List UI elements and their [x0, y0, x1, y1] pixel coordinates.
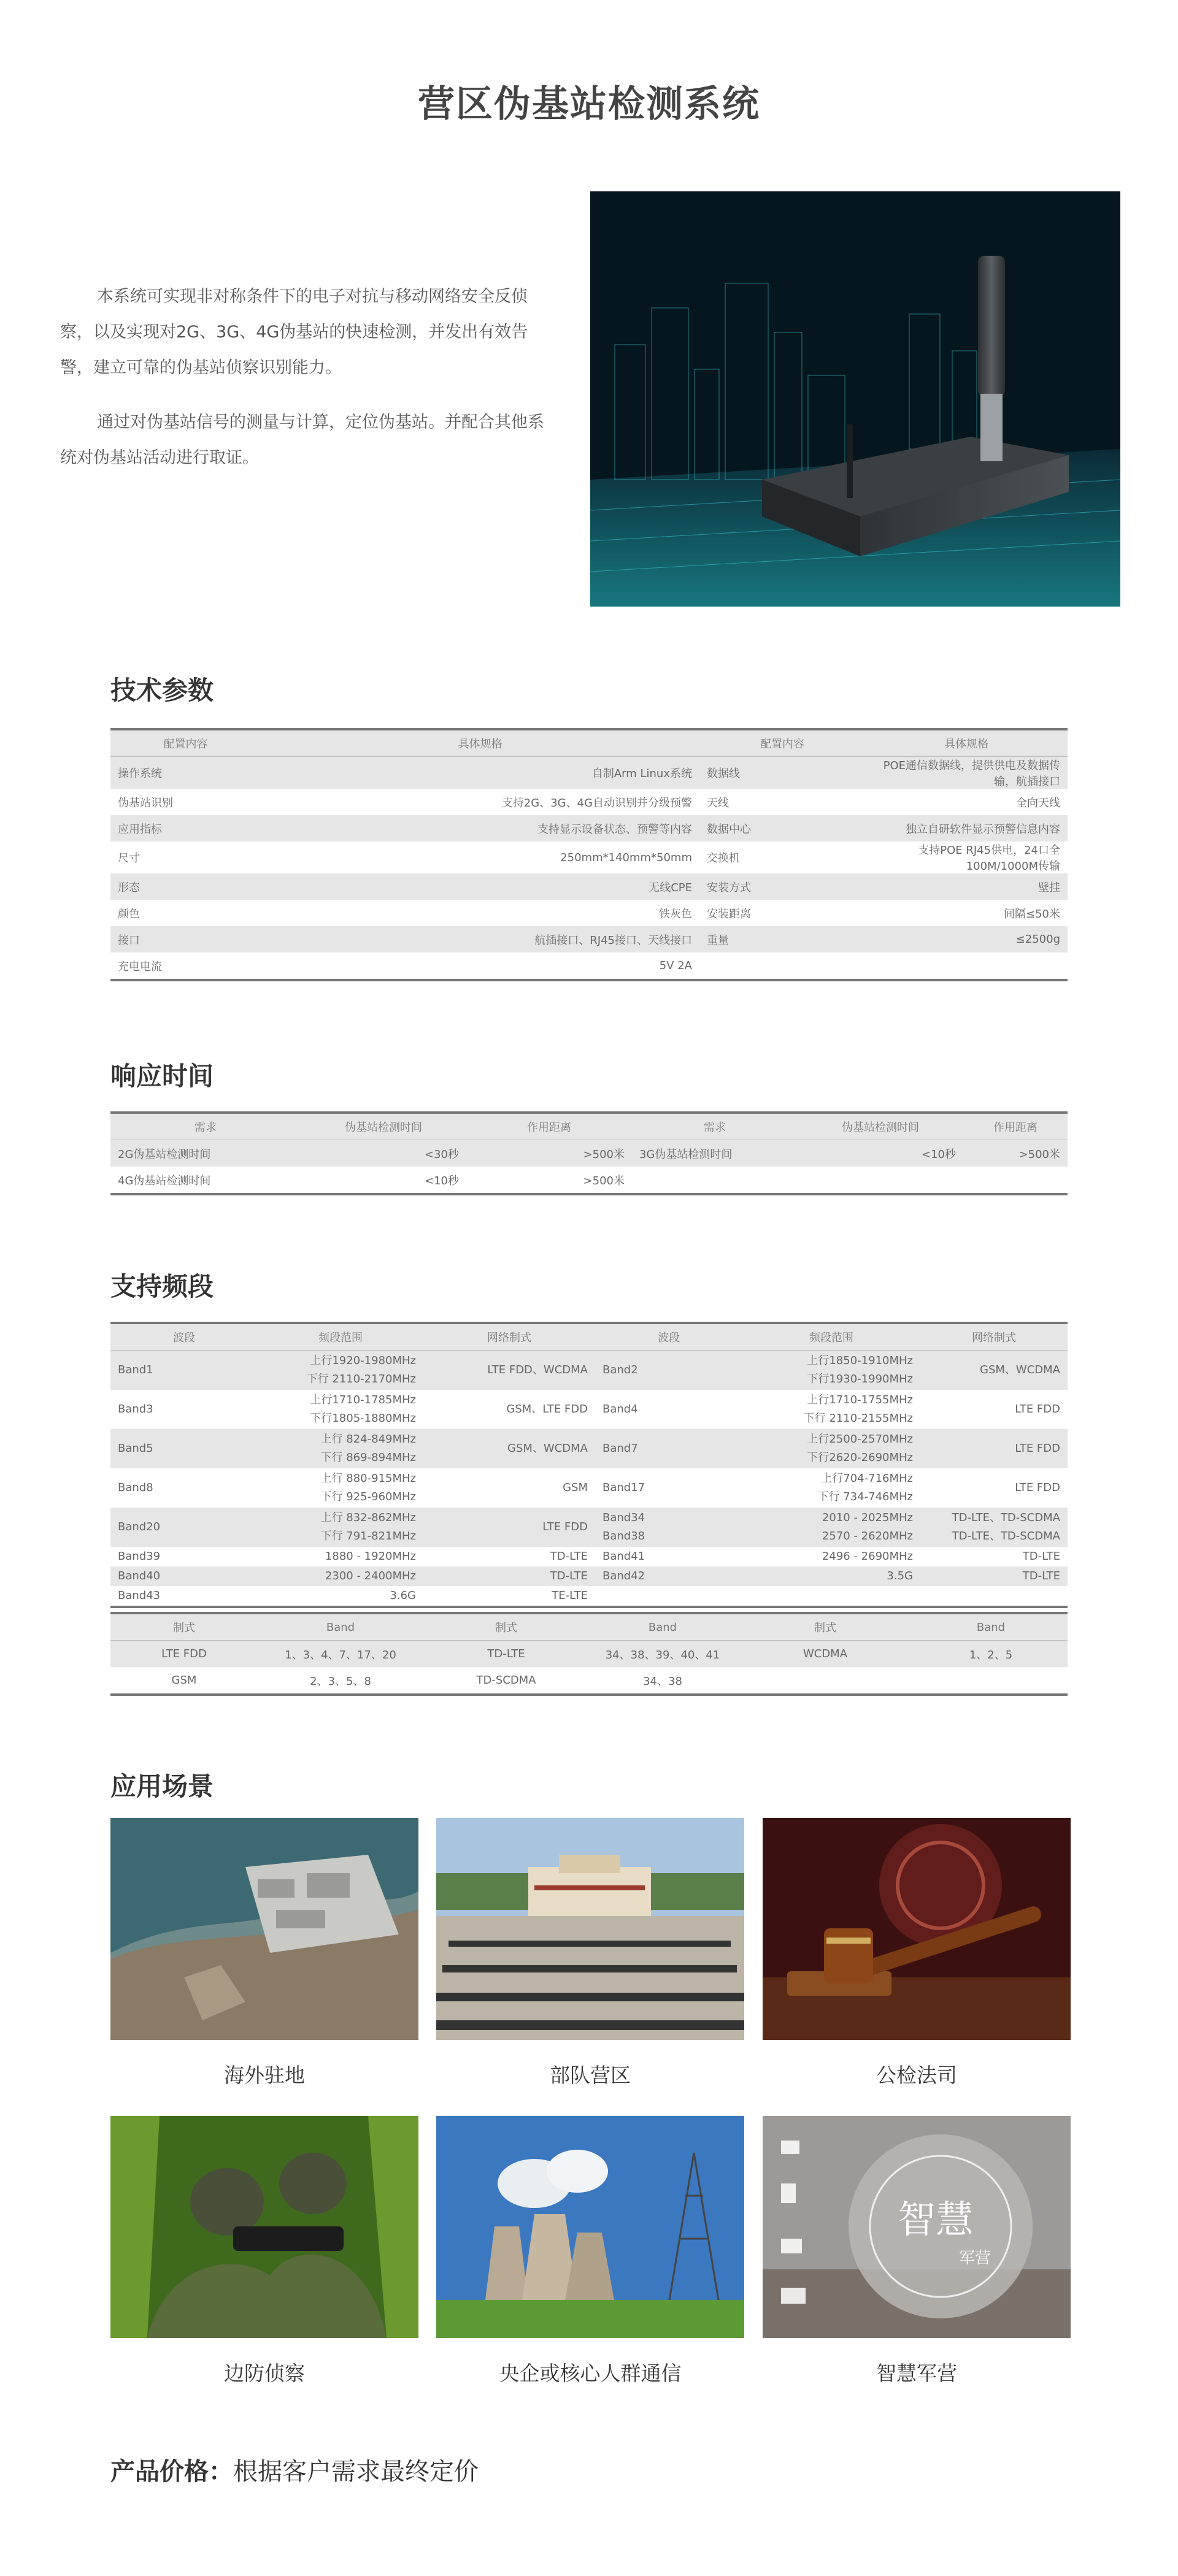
modes-table — [110, 1612, 1068, 1696]
cell: 250mm*140mm*50mm — [560, 851, 692, 864]
cell — [798, 1167, 963, 1194]
uplink: 上行1920-1980MHz — [310, 1354, 416, 1367]
cell: <10秒 — [798, 1140, 963, 1167]
cell: TE-LTE — [552, 1589, 588, 1602]
cell — [258, 1508, 423, 1547]
uplink: 上行 824-849MHz — [320, 1433, 416, 1446]
cell: LTE FDD — [1015, 1481, 1060, 1494]
cell: TD-SCDMA — [476, 1674, 536, 1687]
intro-paragraph-2: 通过对伪基站信号的测量与计算，定位伪基站。并配合其他系统对伪基站活动进行取证。 — [60, 413, 544, 467]
cell — [742, 1351, 920, 1390]
cell: Band42 — [595, 1566, 742, 1586]
cell — [258, 1390, 423, 1429]
response-section-title: 响应时间 — [110, 1061, 214, 1091]
cell: 支持2G、3G、4G自动识别并分级预警 — [501, 796, 692, 810]
col-header: 需求 — [632, 1113, 798, 1140]
cell: 1、3、4、7、17、20 — [258, 1641, 423, 1668]
cell: 伪基站识别 — [118, 796, 173, 810]
cell: 2G伪基站检测时间 — [110, 1140, 301, 1167]
cell — [920, 1586, 1068, 1607]
mode: TD-LTE、TD-SCDMA — [952, 1530, 1060, 1543]
cell: Band20 — [110, 1508, 258, 1547]
cell: GSM — [563, 1481, 588, 1494]
cell — [699, 953, 865, 980]
cell: POE通信数据线，提供供电及数据传输，航插接口 — [865, 757, 1068, 789]
col-header: 伪基站检测时间 — [301, 1113, 466, 1140]
scene-image-barracks — [436, 1818, 744, 2040]
tech-section-title: 技术参数 — [110, 675, 214, 705]
cell: 3.5G — [742, 1566, 920, 1586]
cell: 3G伪基站检测时间 — [632, 1140, 798, 1167]
cell: 壁挂 — [865, 873, 1068, 900]
cell: 34、38、39、40、41 — [589, 1641, 736, 1668]
product-hero-image — [590, 191, 1120, 607]
table-row — [110, 1429, 1068, 1468]
tech-spec-table — [110, 728, 1068, 981]
table-row — [110, 873, 1068, 900]
cell: 天线 — [707, 796, 729, 810]
cell: TD-LTE — [550, 1550, 588, 1563]
col-header: 具体规格 — [261, 729, 699, 757]
col-header: 网络制式 — [920, 1323, 1068, 1351]
uplink: 上行1710-1785MHz — [310, 1393, 416, 1406]
cell — [963, 1167, 1068, 1194]
col-header: 频段范围 — [258, 1323, 423, 1351]
price-value: 根据客户需求最终定价 — [233, 2458, 479, 2486]
cell: 数据线 — [699, 757, 865, 789]
band-label: Band34 — [602, 1511, 645, 1524]
cell: LTE FDD — [1015, 1403, 1060, 1416]
cell: >500米 — [583, 1174, 625, 1187]
cell: 颜色 — [118, 907, 140, 921]
cell: 形态 — [110, 873, 261, 900]
col-header: 制式 — [110, 1613, 258, 1641]
scene-label: 边防侦察 — [224, 2361, 305, 2385]
table-row — [110, 1390, 1068, 1429]
downlink: 下行 791-821MHz — [320, 1530, 416, 1543]
cell: Band39 — [118, 1550, 161, 1563]
cell: 全向天线 — [1016, 796, 1060, 810]
downlink: 下行 869-894MHz — [320, 1451, 416, 1464]
table-row — [110, 953, 1068, 980]
table-row — [110, 1547, 1068, 1566]
table-row — [110, 1508, 1068, 1547]
table-row — [110, 926, 1068, 953]
cell: TD-LTE — [920, 1566, 1068, 1586]
cell: Band1 — [110, 1351, 258, 1390]
scene-image-justice — [763, 1818, 1071, 2040]
cell: 1880 - 1920MHz — [325, 1550, 416, 1563]
table-row — [110, 757, 1068, 789]
cell: 2496 - 2690MHz — [822, 1550, 913, 1563]
scene-image-overseas — [110, 1818, 418, 2040]
scene-label: 海外驻地 — [224, 2063, 305, 2087]
cell — [742, 1468, 920, 1508]
cell: 铁灰色 — [659, 907, 692, 921]
col-header: 频段范围 — [742, 1323, 920, 1351]
scene-label: 公检法司 — [876, 2063, 957, 2087]
intro-paragraph-1: 本系统可实现非对称条件下的电子对抗与移动网络安全反侦察，以及实现对2G、3G、4G伪基站的快速检测，并发出有效告警，建立可靠的伪基站侦察识别能力。 — [60, 287, 528, 377]
cell — [920, 1508, 1068, 1547]
cell: 无线CPE — [261, 873, 699, 900]
col-header: 配置内容 — [699, 729, 865, 757]
cell: 5V 2A — [659, 959, 692, 972]
uplink: 上行1710-1755MHz — [807, 1393, 913, 1406]
cell: Band8 — [118, 1481, 153, 1494]
uplink: 上行1850-1910MHz — [807, 1354, 913, 1367]
downlink: 下行 2110-2155MHz — [803, 1412, 913, 1425]
scene-image-power-plant — [436, 2116, 744, 2338]
col-header: 波段 — [595, 1323, 742, 1351]
band-label: Band38 — [602, 1530, 645, 1543]
cell: 数据中心 — [699, 815, 865, 841]
cell: 2300 - 2400MHz — [258, 1566, 423, 1586]
response-time-table — [110, 1111, 1068, 1195]
cell — [914, 1667, 1068, 1695]
cell: GSM、WCDMA — [423, 1429, 595, 1468]
page-title: 营区伪基站检测系统 — [418, 83, 760, 126]
table-row — [110, 1667, 1068, 1695]
cell: >500米 — [963, 1140, 1068, 1167]
table-row — [110, 841, 1068, 873]
mode: TD-LTE、TD-SCDMA — [952, 1511, 1060, 1524]
col-header: 网络制式 — [423, 1323, 595, 1351]
bands-table — [110, 1322, 1068, 1608]
cell: Band2 — [595, 1351, 742, 1390]
cell — [258, 1351, 423, 1390]
cell: <10秒 — [425, 1174, 459, 1187]
scene-label: 部队营区 — [550, 2063, 631, 2087]
table-row — [110, 900, 1068, 926]
cell: Band4 — [602, 1403, 638, 1416]
cell: Band3 — [118, 1403, 153, 1416]
uplink: 上行 832-862MHz — [320, 1511, 416, 1524]
cell — [258, 1429, 423, 1468]
cell — [742, 1390, 920, 1429]
table-row — [110, 1468, 1068, 1508]
col-header: 需求 — [110, 1113, 301, 1140]
cell: 2、3、5、8 — [310, 1674, 371, 1688]
cell: 支持显示设备状态、预警等内容 — [261, 815, 699, 841]
cell: <30秒 — [301, 1140, 466, 1167]
smart-badge-big: 智慧 — [898, 2197, 974, 2242]
cell: 应用指标 — [110, 815, 261, 841]
cell: GSM — [171, 1674, 197, 1687]
table-row — [110, 1351, 1068, 1390]
cell: LTE FDD — [423, 1508, 595, 1547]
cell: ≤2500g — [865, 926, 1068, 953]
downlink: 下行 925-960MHz — [320, 1490, 416, 1503]
price-label: 产品价格： — [110, 2458, 233, 2486]
downlink: 下行 734-746MHz — [817, 1490, 913, 1503]
col-header: 波段 — [110, 1323, 258, 1351]
cell — [595, 1586, 742, 1607]
downlink: 下行1930-1990MHz — [807, 1373, 913, 1386]
cell: LTE FDD — [920, 1429, 1068, 1468]
cell: Band17 — [602, 1481, 645, 1494]
cell: GSM、LTE FDD — [506, 1403, 588, 1416]
table-row — [110, 1641, 1068, 1668]
uplink: 上行 880-915MHz — [320, 1472, 416, 1485]
table-row — [110, 1167, 1068, 1194]
scenes-section-title: 应用场景 — [110, 1771, 214, 1801]
cell: Band5 — [110, 1429, 258, 1468]
cell: 安装方式 — [699, 873, 865, 900]
cell: Band43 — [118, 1589, 161, 1602]
col-header: 作用距离 — [963, 1113, 1068, 1140]
col-header: 配置内容 — [110, 729, 261, 757]
cell: 34、38 — [643, 1674, 682, 1688]
col-header: 作用距离 — [466, 1113, 632, 1140]
col-header: 制式 — [423, 1613, 589, 1641]
cell — [742, 1508, 920, 1547]
cell: 接口 — [110, 926, 261, 953]
cell: 3.6G — [390, 1589, 416, 1602]
cell: 操作系统 — [110, 757, 261, 789]
cell — [258, 1468, 423, 1508]
bands-section-title: 支持频段 — [110, 1271, 214, 1301]
range: 2570 - 2620MHz — [822, 1530, 913, 1543]
uplink: 上行704-716MHz — [821, 1472, 913, 1485]
cell: 航插接口、RJ45接口、天线接口 — [261, 926, 699, 953]
cell: 1、2、5 — [914, 1641, 1068, 1668]
uplink: 上行2500-2570MHz — [807, 1433, 913, 1446]
cell — [742, 1586, 920, 1607]
cell: Band41 — [602, 1550, 645, 1563]
cell — [865, 953, 1068, 980]
col-header: 伪基站检测时间 — [798, 1113, 963, 1140]
cell: TD-LTE — [423, 1566, 595, 1586]
scene-image-border-patrol — [110, 2116, 418, 2338]
cell: 支持POE RJ45供电，24口全100M/1000M传输 — [918, 844, 1060, 873]
range: 2010 - 2025MHz — [822, 1511, 913, 1524]
downlink: 下行 2110-2170MHz — [306, 1373, 416, 1386]
cell: 充电电流 — [118, 960, 162, 973]
cell: 间隔≤50米 — [1004, 907, 1060, 921]
cell: LTE FDD、WCDMA — [423, 1351, 595, 1390]
col-header: Band — [914, 1613, 1068, 1641]
cell: 安装距离 — [707, 907, 751, 921]
scene-label: 央企或核心人群通信 — [499, 2361, 682, 2385]
table-row — [110, 1566, 1068, 1586]
cell: TD-LTE — [423, 1641, 589, 1668]
cell — [742, 1429, 920, 1468]
cell — [736, 1667, 914, 1695]
downlink: 下行1805-1880MHz — [310, 1412, 416, 1425]
table-row — [110, 1140, 1068, 1167]
cell: 自制Arm Linux系统 — [261, 757, 699, 789]
price-line — [110, 2452, 479, 2487]
table-row — [110, 1586, 1068, 1607]
cell: 4G伪基站检测时间 — [118, 1174, 211, 1187]
cell: 尺寸 — [118, 852, 140, 865]
cell: GSM、WCDMA — [920, 1351, 1068, 1390]
cell: Band7 — [595, 1429, 742, 1468]
smart-badge-small: 军营 — [959, 2249, 991, 2267]
cell: 独立自研软件显示预警信息内容 — [865, 815, 1068, 841]
cell: WCDMA — [736, 1641, 914, 1668]
scene-image-smart-barracks — [763, 2116, 1071, 2338]
cell: >500米 — [466, 1140, 632, 1167]
col-header: 具体规格 — [865, 729, 1068, 757]
cell: Band40 — [110, 1566, 258, 1586]
scene-label: 智慧军营 — [876, 2361, 957, 2385]
downlink: 下行2620-2690MHz — [807, 1451, 913, 1464]
cell: 重量 — [699, 926, 865, 953]
cell — [595, 1508, 742, 1547]
table-row — [110, 789, 1068, 815]
col-header: Band — [258, 1613, 423, 1641]
table-row — [110, 815, 1068, 841]
cell: TD-LTE — [1022, 1550, 1060, 1563]
cell: 交换机 — [707, 852, 740, 865]
cell — [632, 1167, 798, 1194]
col-header: Band — [589, 1613, 736, 1641]
cell: LTE FDD — [110, 1641, 258, 1668]
col-header: 制式 — [736, 1613, 914, 1641]
